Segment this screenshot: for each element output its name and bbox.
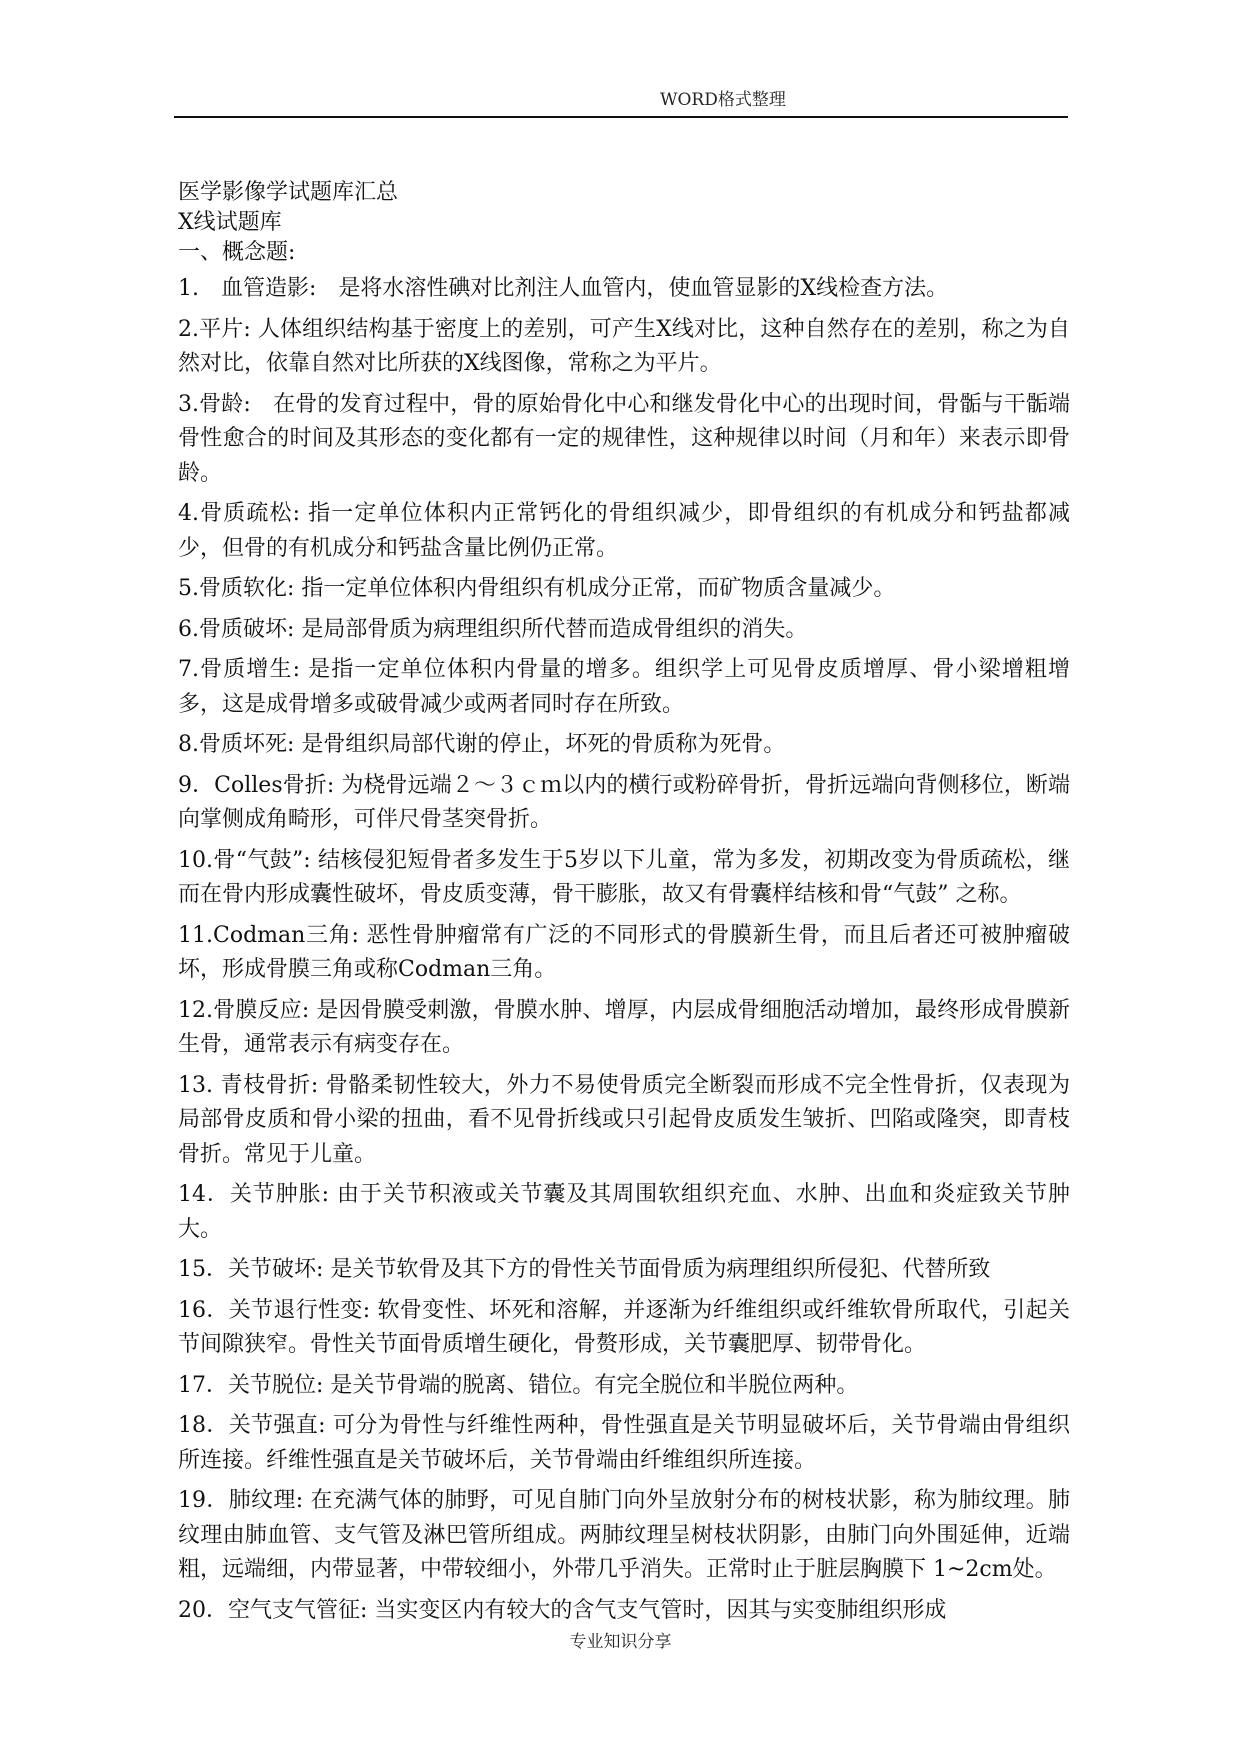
- entry-9: 9．Colles骨折: 为桡骨远端２～３ｃｍ以内的横行或粉碎骨折，骨折远端向背侧移位，断端向掌侧成角畸形，可伴尺骨茎突骨折。: [178, 772, 1070, 832]
- entry-15: 15．关节破坏: 是关节软骨及其下方的骨性关节面骨质为病理组织所侵犯、代替所致: [178, 1257, 991, 1282]
- entry-2: 2.平片: 人体组织结构基于密度上的差别，可产生X线对比，这种自然存在的差别，称之为自然对比，依靠自然对比所获的X线图像，常称之为平片。: [178, 316, 1070, 376]
- entry-1: 1. 血管造影: 是将水溶性碘对比剂注人血管内，使血管显影的X线检查方法。: [178, 276, 949, 301]
- entry-17: 17．关节脱位: 是关节骨端的脱离、错位。有完全脱位和半脱位两种。: [178, 1372, 859, 1398]
- entry-10: 10.骨“气鼓”: 结核侵犯短骨者多发生于5岁以下儿童，常为多发，初期改变为骨质疏松，继而在骨内形成囊性破坏，骨皮质变薄，骨干膨胀，故又有骨囊样结核和骨“气鼓” 之称。: [178, 847, 1070, 907]
- document-body: [178, 178, 1070, 1634]
- entry-4: 4.骨质疏松: 指一定单位体积内正常钙化的骨组织减少，即骨组织的有机成分和钙盐都减少，但骨的有机成分和钙盐含量比例仍正常。: [178, 501, 1070, 561]
- entry-18: 18．关节强直: 可分为骨性与纤维性两种，骨性强直是关节明显破坏后，关节骨端由骨组织所连接。纤维性强直是关节破坏后，关节骨端由纤维组织所连接。: [178, 1413, 1070, 1473]
- page-header: [0, 88, 1241, 118]
- page-footer: 专业知识分享: [569, 1632, 672, 1652]
- entry-20: 20．空气支气管征: 当实变区内有较大的含气支气管时，因其与实变肺组织形成: [178, 1597, 947, 1623]
- entry-13: 13. 青枝骨折: 骨骼柔韧性较大，外力不易使骨质完全断裂而形成不完全性骨折，仅表现为局部骨皮质和骨小梁的扭曲，看不见骨折线或只引起骨皮质发生皱折、凹陷或隆突，即青枝骨折。常见于儿童。: [178, 1072, 1070, 1167]
- header-text: WORD格式整理: [660, 90, 786, 110]
- entry-5: 5.骨质软化: 指一定单位体积内骨组织有机成分正常，而矿物质含量减少。: [178, 576, 896, 601]
- entry-7: 7.骨质增生: 是指一定单位体积内骨量的增多。组织学上可见骨皮质增厚、骨小梁增粗增多，这是成骨增多或破骨减少或两者同时存在所致。: [178, 657, 1070, 717]
- entry-14: 14．关节肿胀: 由于关节积液或关节囊及其周围软组织充血、水肿、出血和炎症致关节肿大。: [178, 1182, 1070, 1242]
- entry-16: 16．关节退行性变: 软骨变性、坏死和溶解，并逐渐为纤维组织或纤维软骨所取代，引起关节间隙狭窄。骨性关节面骨质增生硬化，骨赘形成，关节囊肥厚、韧带骨化。: [178, 1297, 1070, 1357]
- section-heading: 一、概念题:: [178, 240, 296, 265]
- entry-6: 6.骨质破坏: 是局部骨质为病理组织所代替而造成骨组织的消失。: [178, 616, 808, 642]
- entry-8: 8.骨质坏死: 是骨组织局部代谢的停止，坏死的骨质称为死骨。: [178, 732, 786, 757]
- entry-19: 19．肺纹理: 在充满气体的肺野，可见自肺门向外呈放射分布的树枝状影，称为肺纹理。肺纹理由肺血管、支气管及淋巴管所组成。两肺纹理呈树枝状阴影，由肺门向外围延伸，近端粗，远端细，内带显著，中带较细小，外带几乎消失。正常时止于脏层胸膜下 1~2cm处。: [178, 1488, 1070, 1582]
- entry-11: 11.Codman三角: 恶性骨肿瘤常有广泛的不同形式的骨膜新生骨，而且后者还可被肿瘤破坏，形成骨膜三角或称Codman三角。: [178, 922, 1070, 982]
- document-title: 医学影像学试题库汇总: [178, 180, 399, 205]
- entry-3: 3.骨龄: 在骨的发育过程中，骨的原始骨化中心和继发骨化中心的出现时间，骨骺与干骺端骨性愈合的时间及其形态的变化都有一定的规律性，这种规律以时间（月和年）来表示即骨龄。: [178, 391, 1070, 486]
- header-rule: [174, 116, 1068, 118]
- document-subtitle: X线试题库: [178, 210, 282, 235]
- entry-12: 12.骨膜反应: 是因骨膜受刺激，骨膜水肿、增厚，内层成骨细胞活动增加，最终形成骨膜新生骨，通常表示有病变存在。: [178, 997, 1070, 1057]
